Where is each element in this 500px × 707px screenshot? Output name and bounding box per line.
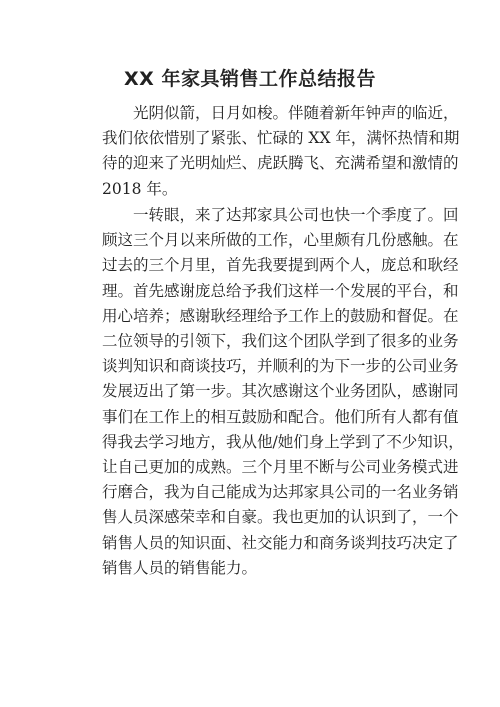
- paragraph-line: 顾这三个月以来所做的工作，心里颇有几份感触。在: [102, 231, 459, 250]
- paragraph-line: 过去的三个月里，首先我要提到两个人，庞总和耿经: [102, 256, 459, 275]
- paragraph-line: 得我去学习地方，我从他/她们身上学到了不少知识，: [102, 432, 464, 451]
- paragraph-1: [102, 101, 460, 202]
- paragraph-line: 待的迎来了光明灿烂、虎跃腾飞、充满希望和激情的: [102, 154, 459, 173]
- paragraph-line: 二位领导的引领下，我们这个团队学到了很多的业务: [102, 332, 459, 351]
- document-title: XX 年家具销售工作总结报告: [124, 68, 376, 90]
- paragraph-line: 发展迈出了第一步。其次感谢这个业务团队，感谢同: [102, 382, 459, 401]
- paragraph-line: 用心培养；感谢耿经理给予工作上的鼓励和督促。在: [102, 306, 459, 325]
- paragraph-line: 光阴似箭，日月如梭。伴随着新年钟声的临近，: [133, 104, 459, 122]
- paragraph-line: 一转眼，来了达邦家具公司也快一个季度了。回: [133, 206, 459, 224]
- paragraph-line: 销售人员的知识面、社交能力和商务谈判技巧决定了: [102, 533, 459, 552]
- paragraph-line: 销售人员的销售能力。: [102, 558, 258, 577]
- paragraph-2: [102, 203, 464, 581]
- paragraph-line: 谈判知识和商谈技巧，并顺利的为下一步的公司业务: [102, 357, 459, 376]
- paragraph-line: 售人员深感荣幸和自豪。我也更加的认识到了，一个: [102, 508, 459, 527]
- paragraph-line: 我们依依惜别了紧张、忙碌的 XX 年，满怀热情和期: [102, 129, 460, 148]
- paragraph-line: 行磨合，我为自己能成为达邦家具公司的一名业务销: [102, 483, 459, 502]
- paragraph-line: 让自己更加的成熟。三个月里不断与公司业务模式进: [102, 458, 459, 477]
- paragraph-line: 2018 年。: [102, 179, 178, 198]
- paragraph-line: 事们在工作上的相互鼓励和配合。他们所有人都有值: [102, 407, 459, 426]
- paragraph-line: 理。首先感谢庞总给予我们这样一个发展的平台，和: [102, 281, 459, 300]
